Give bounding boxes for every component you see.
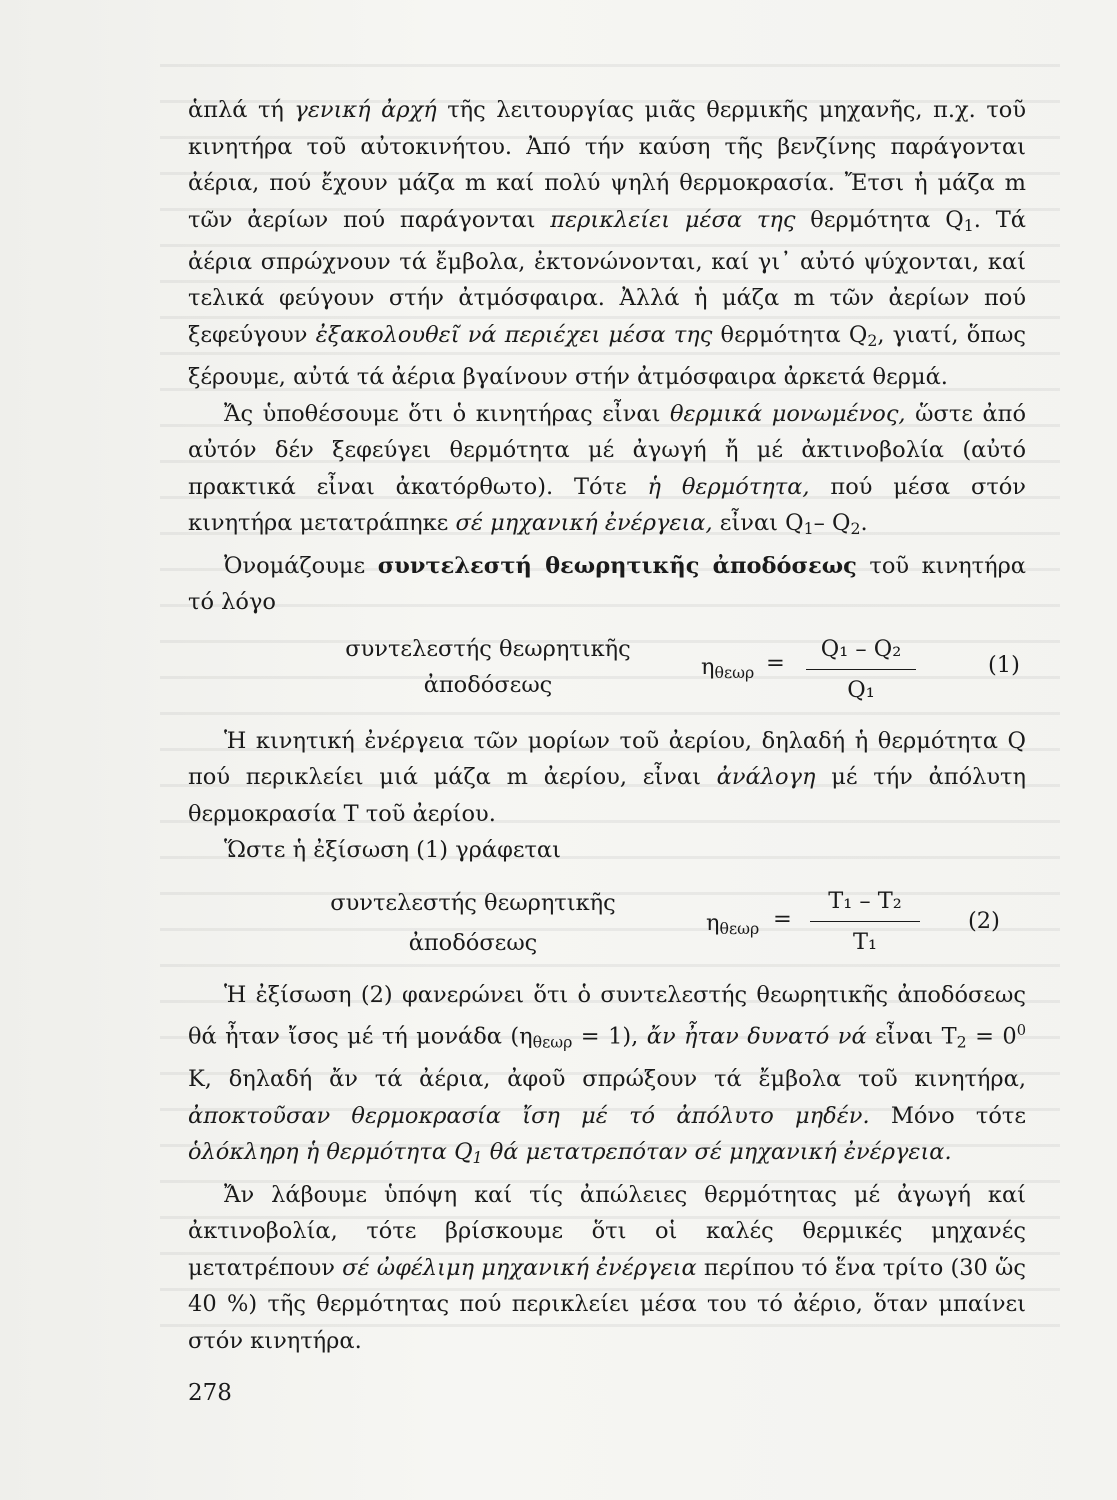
- equation-2: [188, 875, 1026, 973]
- paragraph-3: Ὀνομάζουμε συντελεστή θεωρητικῆς ἀποδόσεως τοῦ κινητήρα τό λόγο: [188, 552, 1027, 616]
- page-number: 278: [188, 1380, 232, 1406]
- equation-1-equals: =: [766, 649, 785, 676]
- equation-1: [188, 627, 1026, 719]
- paragraph-2: Ἄς ὑποθέσουμε ὅτι ὁ κινητήρας εἶναι θερμικά μονωμένος, ὥστε ἀπό αὐτόν δέν ξεφεύγει θερμότητα μέ ἀγωγή ἤ μέ ἀκτινοβολία (αὐτό πρακτικά εἶναι ἀκατόρθωτο). Τότε ἡ θερμότητα, πού μέσα στόν κινητήρα μετατράπηκε σέ μηχανική ἐνέργεια, εἶναι $Q_1-$ $Q_2$.: [188, 400, 1026, 539]
- equation-2-fraction: [810, 883, 920, 961]
- equation-1-numerator: Q₁ – Q₂: [806, 631, 916, 671]
- equation-1-tag: (1): [988, 651, 1020, 678]
- equation-2-label-top: συντελεστής θεωρητικῆς: [330, 889, 616, 916]
- paragraph-6: Ἡ ἐξίσωση (2) φανερώνει ὅτι ὁ συντελεστής θεωρητικῆς ἀποδόσεως θά ἦταν ἴσος μέ τή μονάδα $(\eta_{\theta\varepsilon\omega\rho} = 1)$, ἄν ἦταν δυνατό νά εἶναι $T_2 = 0^0$ K, δηλαδή ἄν τά ἀέρια, ἀφοῦ σπρώξουν τά ἔμβολα τοῦ κινητήρα, ἀποκτοῦσαν θερμοκρασία ἴση μέ τό ἀπόλυτο μηδέν. Μόνο τότε ὁλόκληρη ἡ θερμότητα $Q_1$ θά μετατρεπόταν σέ μηχανική ἐνέργεια.: [188, 981, 1027, 1168]
- equation-1-label-bottom: ἀποδόσεως: [423, 671, 553, 698]
- equation-1-eta: $\eta_{\theta\varepsilon\omega\rho}$: [701, 653, 755, 682]
- equation-2-tag: (2): [968, 907, 1000, 934]
- paragraph-5: Ὥστε ἡ ἐξίσωση (1) γράφεται: [224, 837, 561, 864]
- equation-2-label-bottom: ἀποδόσεως: [408, 929, 538, 956]
- equation-1-label-top: συντελεστής θεωρητικῆς: [345, 635, 631, 662]
- equation-1-denominator: Q₁: [847, 677, 875, 704]
- paragraph-4: Ἡ κινητική ἐνέργεια τῶν μορίων τοῦ ἀερίου, δηλαδή ἡ θερμότητα Q πού περικλείει μιά μάζα m ἀερίου, εἶναι ἀνάλογη μέ τήν ἀπόλυτη θερμοκρασία T τοῦ ἀερίου.: [188, 727, 1026, 827]
- equation-2-denominator: T₁: [852, 929, 878, 956]
- equation-2-numerator: T₁ – T₂: [810, 883, 920, 923]
- equation-1-fraction: [806, 631, 916, 709]
- paragraph-1: ἁπλά τή γενική ἀρχή τῆς λειτουργίας μιᾶς θερμικῆς μηχανῆς, π.χ. τοῦ κινητήρα τοῦ αὐτοκινήτου. Ἀπό τήν καύση τῆς βενζίνης παράγονται ἀέρια, πού ἔχουν μάζα m καί πολύ ψηλή θερμοκρασία. Ἔτσι ἡ μάζα m τῶν ἀερίων πού παράγονται περικλείει μέσα της θερμότητα $Q_1$. Τά ἀέρια σπρώχνουν τά ἔμβολα, ἐκτονώνονται, καί γι᾽ αὐτό ψύχονται, καί τελικά φεύγουν στήν ἀτμόσφαιρα. Ἀλλά ἡ μάζα m τῶν ἀερίων πού ξεφεύγουν ἐξακολουθεῖ νά περιέχει μέσα της θερμότητα $Q_2$, γιατί, ὅπως ξέρουμε, αὐτά τά ἀέρια βγαίνουν στήν ἀτμόσφαιρα ἀρκετά θερμά.: [188, 97, 1027, 391]
- body-text: [188, 92, 1026, 1359]
- equation-2-equals: =: [773, 905, 792, 932]
- paragraph-7: Ἄν λάβουμε ὑπόψη καί τίς ἀπώλειες θερμότητας μέ ἀγωγή καί ἀκτινοβολία, τότε βρίσκουμε ὅτι οἱ καλές θερμικές μηχανές μετατρέπουν σέ ὠφέλιμη μηχανική ἐνέργεια περίπου τό ἕνα τρίτο (30 ὥς 40 %) τῆς θερμότητας πού περικλείει μέσα του τό ἀέριο, ὅταν μπαίνει στόν κινητήρα.: [188, 1181, 1026, 1354]
- equation-2-eta: $\eta_{\theta\varepsilon\omega\rho}$: [706, 909, 760, 938]
